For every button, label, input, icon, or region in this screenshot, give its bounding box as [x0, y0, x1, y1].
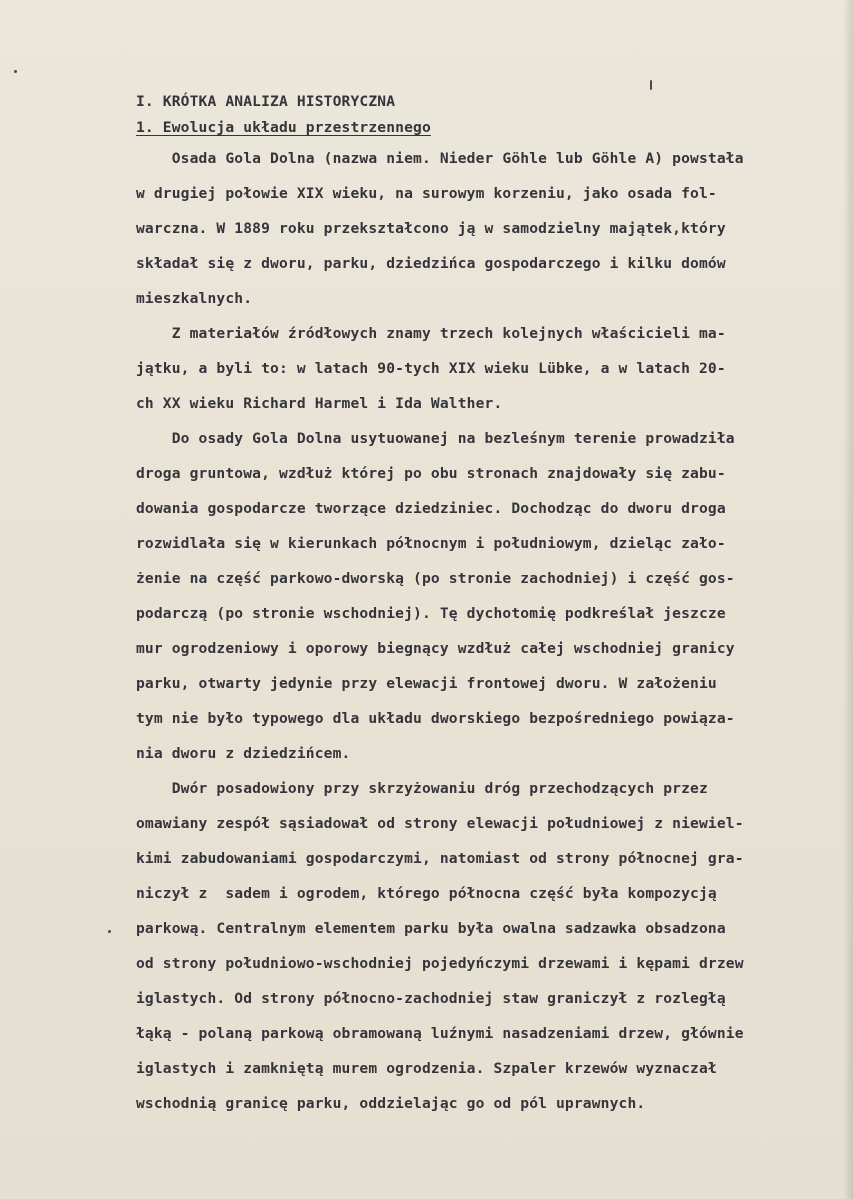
paragraph [136, 779, 826, 1129]
paragraph [136, 429, 826, 779]
text-line: dowania gospodarcze tworzące dziedziniec. Dochodząc do dworu droga [136, 500, 726, 517]
text-line: mur ogrodzeniowy i oporowy biegnący wzdłuż całej wschodniej granicy [136, 640, 735, 657]
text-line: Dwór posadowiony przy skrzyżowaniu dróg przechodzących przez [136, 780, 708, 797]
text-line: wschodnią granicę parku, oddzielając go od pól uprawnych. [136, 1095, 646, 1112]
page-edge-shadow [843, 0, 853, 1199]
text-line: ch XX wieku Richard Harmel i Ida Walther. [136, 395, 503, 412]
paragraph [136, 149, 826, 324]
text-line: nia dworu z dziedzińcem. [136, 745, 351, 762]
section-heading: I. KRÓTKA ANALIZA HISTORYCZNA [136, 93, 396, 110]
text-line: parkową. Centralnym elementem parku była owalna sadzawka obsadzona [136, 920, 726, 937]
text-line: łąką - polaną parkową obramowaną luźnymi nasadzeniami drzew, głównie [136, 1025, 744, 1042]
subsection-heading: 1. Ewolucja układu przestrzennego [136, 119, 431, 136]
paper-speck [14, 70, 17, 73]
paper-speck [108, 930, 111, 933]
text-line: Z materiałów źródłowych znamy trzech kolejnych właścicieli ma- [136, 325, 726, 342]
text-line: żenie na część parkowo-dworską (po stronie zachodniej) i część gos- [136, 570, 735, 587]
text-line: składał się z dworu, parku, dziedzińca gospodarczego i kilku domów [136, 255, 726, 272]
text-line: kimi zabudowaniami gospodarczymi, natomiast od strony północnej gra- [136, 850, 744, 867]
paragraph [136, 324, 826, 429]
text-line: iglastych. Od strony północno-zachodniej staw graniczył z rozległą [136, 990, 726, 1007]
text-line: mieszkalnych. [136, 290, 253, 307]
text-line: rozwidlała się w kierunkach północnym i południowym, dzieląc zało- [136, 535, 726, 552]
text-line: niczył z sadem i ogrodem, którego północna część była kompozycją [136, 885, 717, 902]
text-line: tym nie było typowego dla układu dworskiego bezpośredniego powiąza- [136, 710, 735, 727]
text-line: droga gruntowa, wzdłuż której po obu stronach znajdowały się zabu- [136, 465, 726, 482]
text-line: Do osady Gola Dolna usytuowanej na bezleśnym terenie prowadziła [136, 430, 735, 447]
text-line: podarczą (po stronie wschodniej). Tę dychotomię podkreślał jeszcze [136, 605, 726, 622]
text-line: omawiany zespół sąsiadował od strony elewacji południowej z niewiel- [136, 815, 744, 832]
text-line: jątku, a byli to: w latach 90-tych XIX wieku Lübke, a w latach 20- [136, 360, 726, 377]
text-line: Osada Gola Dolna (nazwa niem. Nieder Göhle lub Göhle A) powstała [136, 150, 744, 167]
typed-text [136, 92, 826, 1129]
text-line: parku, otwarty jedynie przy elewacji frontowej dworu. W założeniu [136, 675, 717, 692]
text-line: warczna. W 1889 roku przekształcono ją w samodzielny majątek,który [136, 220, 726, 237]
paper-speck [650, 80, 652, 90]
text-line: od strony południowo-wschodniej pojedyńczymi drzewami i kępami drzew [136, 955, 744, 972]
text-line: iglastych i zamkniętą murem ogrodzenia. Szpaler krzewów wyznaczał [136, 1060, 717, 1077]
text-line: w drugiej połowie XIX wieku, na surowym korzeniu, jako osada fol- [136, 185, 717, 202]
